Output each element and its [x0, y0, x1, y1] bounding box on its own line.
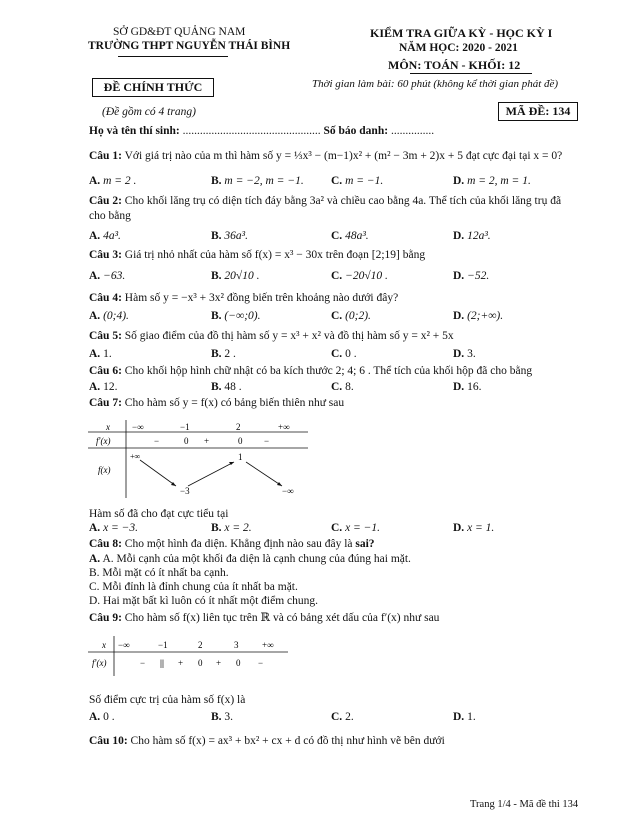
t9-x-3: 3: [234, 640, 239, 650]
t9-sign-4: +: [216, 658, 222, 668]
question-6: [89, 365, 532, 377]
t9-x-0: −∞: [118, 640, 130, 650]
t7-x-3: +∞: [278, 422, 290, 432]
student-name-label: Họ và tên thí sinh:: [89, 125, 180, 137]
question-label: Câu 7:: [89, 397, 122, 409]
question-9: [89, 610, 439, 624]
question-10: [89, 735, 445, 747]
question-2: [89, 195, 561, 207]
sign-table-q9: [88, 636, 298, 678]
t9-sign-0: −: [140, 658, 146, 668]
option-b[interactable]: B. (−∞;0).: [211, 310, 261, 322]
question-7-prompt: Hàm số đã cho đạt cực tiểu tại: [89, 508, 229, 520]
subject-underline: [410, 73, 532, 74]
question-label: Câu 4:: [89, 292, 122, 304]
official-label: ĐỀ CHÍNH THỨC: [92, 78, 214, 97]
sbd-dots: ...............: [390, 125, 435, 137]
t9-x-1: −1: [158, 640, 168, 650]
option-a[interactable]: A. 0 .: [89, 711, 115, 723]
t7-sign-1: 0: [184, 436, 189, 446]
option-b[interactable]: B. x = 2.: [211, 522, 252, 534]
t7-arrow-down-2: [246, 462, 282, 486]
time-note: Thời gian làm bài: 60 phút (không kể thời gian phát đề): [312, 78, 559, 90]
options-q5: [89, 348, 559, 362]
question-text: Số giao điểm của đồ thị hàm số y = x³ + x² và đồ thị hàm số y = x² + 5x: [124, 330, 454, 342]
question-label: Câu 3:: [89, 249, 122, 261]
t7-arrow-up: [188, 462, 234, 486]
question-label: Câu 1:: [89, 150, 122, 162]
option-a[interactable]: A. (0;4).: [89, 310, 129, 322]
option-c[interactable]: C. m = −1.: [331, 175, 384, 187]
school-year: NĂM HỌC: 2020 - 2021: [399, 42, 518, 54]
option-d[interactable]: D. −52.: [453, 270, 490, 282]
exam-title: KIỂM TRA GIỮA KỲ - HỌC KỲ I: [370, 26, 553, 40]
options-q6: [89, 381, 559, 395]
question-label: Câu 6:: [89, 365, 122, 377]
q8-option-b[interactable]: B. Mỗi mặt có ít nhất ba cạnh.: [89, 567, 229, 579]
q8-option-c[interactable]: C. Mỗi đỉnh là đỉnh chung của ít nhất ba mặt.: [89, 581, 298, 593]
t7-f-1: −3: [180, 486, 190, 496]
option-c[interactable]: C. (0;2).: [331, 310, 371, 322]
t7-fp-label: f′(x): [96, 436, 111, 446]
question-2-cont: cho bằng: [89, 210, 131, 222]
question-9-prompt: Số điểm cực trị của hàm số f(x) là: [89, 694, 246, 706]
t7-f-label: f(x): [98, 465, 111, 475]
t7-f-3: −∞: [282, 486, 294, 496]
sbd-label: Số báo danh:: [323, 125, 389, 137]
option-b[interactable]: B. 3.: [211, 711, 234, 723]
q8-option-a[interactable]: A. A. Mỗi cạnh của một khối đa diện là cạnh chung của đúng hai mặt.: [89, 553, 411, 565]
question-label: Câu 9:: [89, 612, 122, 624]
question-5: [89, 330, 454, 342]
option-b[interactable]: B. 2 .: [211, 348, 236, 360]
pages-note: (Đề gồm có 4 trang): [102, 106, 196, 118]
t9-sign-5: 0: [236, 658, 241, 668]
option-b[interactable]: B. 48 .: [211, 381, 242, 393]
t9-x-2: 2: [198, 640, 203, 650]
student-info-line: [89, 125, 434, 137]
options-q1: [89, 175, 559, 189]
exam-code: MÃ ĐỀ: 134: [498, 102, 578, 121]
school-name: TRƯỜNG THPT NGUYỄN THÁI BÌNH: [88, 40, 291, 52]
question-text: Cho khối lăng trụ có diện tích đáy bằng 3a² và chiều cao bằng 4a. Thể tích của khối lăng trụ đã: [124, 195, 562, 207]
option-c[interactable]: C. −20√10 .: [331, 270, 388, 282]
question-3: [89, 249, 425, 261]
option-b[interactable]: B. m = −2, m = −1.: [211, 175, 304, 187]
variation-table-q7: [88, 420, 318, 498]
page-footer: Trang 1/4 - Mã đề thi 134: [470, 799, 579, 810]
option-a[interactable]: A. m = 2 .: [89, 175, 137, 187]
t9-sign-3: 0: [198, 658, 203, 668]
t7-x-1: −1: [180, 422, 190, 432]
option-c[interactable]: C. x = −1.: [331, 522, 381, 534]
question-text: Với giá trị nào của m thì hàm số y = ⅓x³ − (m−1)x² + (m² − 3m + 2)x + 5 đạt cực đại tại x = 0?: [124, 150, 563, 162]
t9-sign-1: ||: [160, 658, 164, 668]
options-q3: [89, 270, 559, 284]
option-b[interactable]: B. 20√10 .: [211, 270, 260, 282]
question-8: [89, 538, 375, 550]
t9-sign-6: −: [258, 658, 264, 668]
t7-arrow-down-1: [140, 460, 176, 486]
question-text: Cho hàm số f(x) liên tục trên ℝ và có bảng xét dấu của f′(x) như sau: [124, 612, 440, 624]
t7-sign-4: −: [264, 436, 270, 446]
options-q9: [89, 711, 559, 725]
question-text: Cho khối hộp hình chữ nhật có ba kích thước 2; 4; 6 . Thể tích của khối hộp đã cho bằng: [124, 365, 533, 377]
question-text: Cho hàm số f(x) = ax³ + bx² + cx + d có đồ thị như hình vẽ bên dưới: [130, 735, 445, 747]
question-emphasis: sai?: [355, 538, 375, 550]
option-c[interactable]: C. 0 .: [331, 348, 357, 360]
t7-f-2: 1: [238, 452, 243, 462]
options-q4: [89, 310, 559, 324]
option-d[interactable]: D. 12a³.: [453, 230, 491, 242]
option-d[interactable]: D. 1.: [453, 711, 476, 723]
options-q2: [89, 230, 559, 244]
subject: MÔN: TOÁN - KHỐI: 12: [388, 58, 521, 72]
question-label: Câu 8:: [89, 538, 122, 550]
question-label: Câu 10:: [89, 735, 128, 747]
question-text: Hàm số y = −x³ + 3x² đồng biến trên khoảng nào dưới đây?: [124, 292, 399, 304]
t7-sign-0: −: [154, 436, 160, 446]
question-text: Giá trị nhỏ nhất của hàm số f(x) = x³ − 30x trên đoạn [2;19] bằng: [124, 249, 426, 261]
question-7: [89, 397, 344, 409]
t7-x-0: −∞: [132, 422, 144, 432]
option-d[interactable]: D. 16.: [453, 381, 482, 393]
school-underline: [118, 56, 228, 57]
option-d[interactable]: D. x = 1.: [453, 522, 495, 534]
department: SỞ GD&ĐT QUẢNG NAM: [113, 26, 246, 38]
option-d[interactable]: D. (2;+∞).: [453, 310, 504, 322]
q8-option-d[interactable]: D. Hai mặt bất kì luôn có ít nhất một điểm chung.: [89, 595, 319, 607]
option-a[interactable]: A. 1.: [89, 348, 112, 360]
option-d[interactable]: D. m = 2, m = 1.: [453, 175, 531, 187]
option-a[interactable]: A. 12.: [89, 381, 118, 393]
t7-x-label: x: [106, 422, 110, 432]
option-a[interactable]: A. 4a³.: [89, 230, 121, 242]
t9-x-label: x: [102, 640, 106, 650]
option-b[interactable]: B. 36a³.: [211, 230, 248, 242]
t9-fp-label: f′(x): [92, 658, 107, 668]
option-c[interactable]: C. 2.: [331, 711, 354, 723]
question-1: [89, 150, 562, 162]
t9-x-4: +∞: [262, 640, 274, 650]
question-4: [89, 292, 398, 304]
student-name-dots: ................................................: [182, 125, 321, 137]
option-a[interactable]: A. x = −3.: [89, 522, 139, 534]
options-q7: [89, 522, 559, 536]
question-text: Cho hàm số y = f(x) có bảng biến thiên như sau: [124, 397, 345, 409]
t7-sign-2: +: [204, 436, 210, 446]
t7-f-0: +∞: [130, 452, 141, 461]
t9-sign-2: +: [178, 658, 184, 668]
question-label: Câu 5:: [89, 330, 122, 342]
t7-sign-3: 0: [238, 436, 243, 446]
option-c[interactable]: C. 48a³.: [331, 230, 369, 242]
question-text: Cho một hình đa diện. Khẳng định nào sau đây là: [124, 538, 353, 550]
option-d[interactable]: D. 3.: [453, 348, 476, 360]
option-c[interactable]: C. 8.: [331, 381, 354, 393]
t7-x-2: 2: [236, 422, 241, 432]
question-label: Câu 2:: [89, 195, 122, 207]
option-a[interactable]: A. −63.: [89, 270, 126, 282]
